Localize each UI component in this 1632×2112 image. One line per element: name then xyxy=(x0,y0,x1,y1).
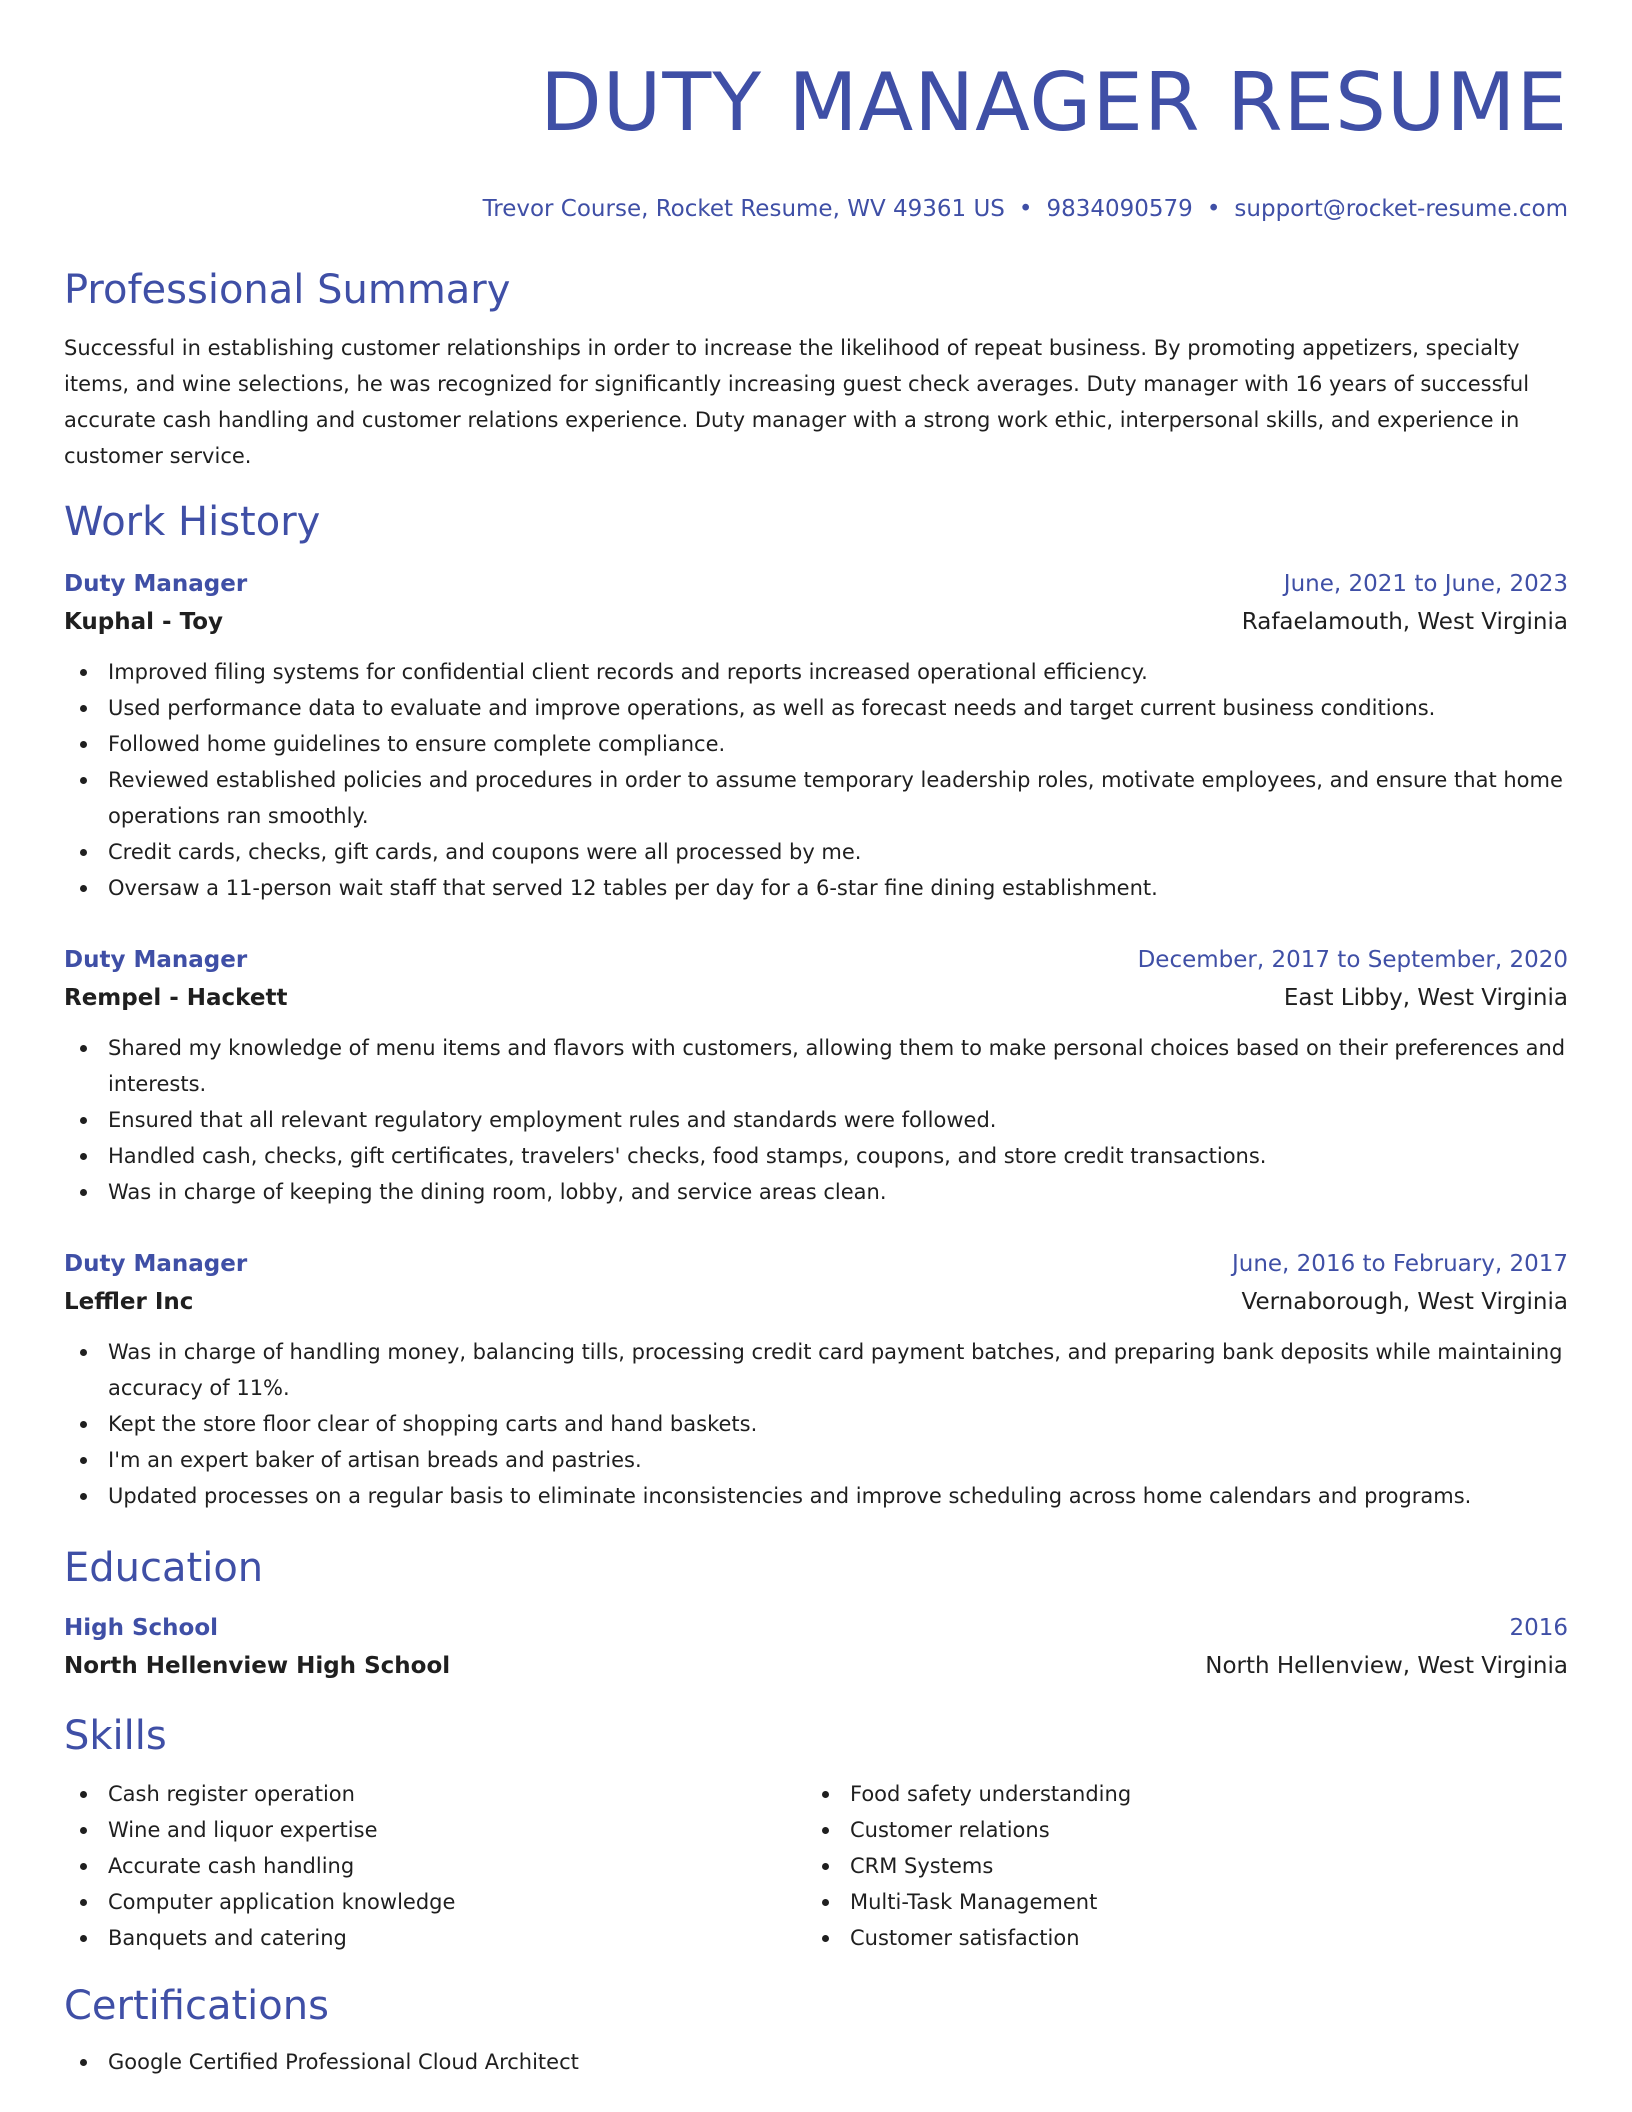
skill-item: Multi-Task Management xyxy=(806,1884,1568,1920)
education-year: 2016 xyxy=(1509,1615,1568,1641)
education-section xyxy=(64,1542,1568,1686)
job-role: Duty Manager xyxy=(64,947,248,973)
job-entry xyxy=(64,942,1568,1210)
job-entry xyxy=(64,566,1568,906)
certifications-section xyxy=(64,1980,1568,2080)
work-history-section xyxy=(64,496,1568,1514)
skills-section xyxy=(64,1710,1568,1956)
job-bullet: Followed home guidelines to ensure complete compliance. xyxy=(64,726,1568,762)
education-entry xyxy=(64,1610,1568,1686)
job-role: Duty Manager xyxy=(64,1251,248,1277)
contact-separator: • xyxy=(1206,196,1221,222)
job-bullet: I'm an expert baker of artisan breads and pastries. xyxy=(64,1442,1568,1478)
skills-list-left xyxy=(64,1776,806,1956)
work-history-heading: Work History xyxy=(64,499,321,545)
contact-email: support@rocket-resume.com xyxy=(1234,196,1568,222)
resume-header xyxy=(64,0,1568,224)
job-company: Kuphal - Toy xyxy=(64,609,224,635)
contact-address: Trevor Course, Rocket Resume, WV 49361 US xyxy=(482,196,1005,222)
skill-item: Food safety understanding xyxy=(806,1776,1568,1812)
skills-list-right xyxy=(806,1776,1568,1956)
contact-phone: 9834090579 xyxy=(1046,196,1193,222)
job-bullet: Ensured that all relevant regulatory employment rules and standards were followed. xyxy=(64,1102,1568,1138)
skill-item: Wine and liquor expertise xyxy=(64,1812,806,1848)
skill-item: Banquets and catering xyxy=(64,1920,806,1956)
skill-item: Computer application knowledge xyxy=(64,1884,806,1920)
certifications-list xyxy=(64,2044,1568,2080)
job-dates: June, 2016 to February, 2017 xyxy=(1231,1251,1568,1277)
resume-title: DUTY MANAGER RESUME xyxy=(540,56,1568,149)
job-bullet: Was in charge of keeping the dining room, lobby, and service areas clean. xyxy=(64,1174,1568,1210)
job-company: Rempel - Hackett xyxy=(64,985,288,1011)
job-bullets xyxy=(64,1334,1568,1514)
education-heading: Education xyxy=(64,1545,264,1591)
summary-heading: Professional Summary xyxy=(64,267,511,313)
job-location: Rafaelamouth, West Virginia xyxy=(1241,609,1568,635)
skill-item: Customer satisfaction xyxy=(806,1920,1568,1956)
summary-text: Successful in establishing customer relationships in order to increase the likelihood of repeat business. By promoting appetizers, specialty items, and wine selections, he was recognized for significantly increasing guest check averages. Duty manager with 16 years of successful accurate cash handling and customer relations experience. Duty manager with a strong work ethic, interpersonal skills, and experience in customer service. xyxy=(64,336,1530,468)
job-bullet: Reviewed established policies and procedures in order to assume temporary leadership roles, motivate employees, and ensure that home operations ran smoothly. xyxy=(64,762,1568,834)
job-dates: June, 2021 to June, 2023 xyxy=(1283,571,1568,597)
job-bullet: Was in charge of handling money, balancing tills, processing credit card payment batches, and preparing bank deposits while maintaining accuracy of 11%. xyxy=(64,1334,1568,1406)
job-bullets xyxy=(64,654,1568,906)
education-degree: High School xyxy=(64,1615,219,1641)
job-bullet: Kept the store floor clear of shopping carts and hand baskets. xyxy=(64,1406,1568,1442)
education-school: North Hellenview High School xyxy=(64,1653,451,1679)
job-entry xyxy=(64,1246,1568,1514)
skill-item: Accurate cash handling xyxy=(64,1848,806,1884)
job-bullet: Updated processes on a regular basis to eliminate inconsistencies and improve scheduling across home calendars and programs. xyxy=(64,1478,1568,1514)
job-bullet: Credit cards, checks, gift cards, and coupons were all processed by me. xyxy=(64,834,1568,870)
skill-item: Cash register operation xyxy=(64,1776,806,1812)
certifications-heading: Certifications xyxy=(64,1983,329,2029)
skill-item: CRM Systems xyxy=(806,1848,1568,1884)
job-bullets xyxy=(64,1030,1568,1210)
job-bullet: Used performance data to evaluate and improve operations, as well as forecast needs and target current business conditions. xyxy=(64,690,1568,726)
job-location: East Libby, West Virginia xyxy=(1283,985,1568,1011)
job-role: Duty Manager xyxy=(64,571,248,597)
job-location: Vernaborough, West Virginia xyxy=(1241,1289,1568,1315)
job-bullet: Handled cash, checks, gift certificates, travelers' checks, food stamps, coupons, and store credit transactions. xyxy=(64,1138,1568,1174)
skill-item: Customer relations xyxy=(806,1812,1568,1848)
job-bullet: Oversaw a 11-person wait staff that served 12 tables per day for a 6-star fine dining establishment. xyxy=(64,870,1568,906)
certification-item: Google Certified Professional Cloud Architect xyxy=(64,2044,1568,2080)
job-company: Leffler Inc xyxy=(64,1289,194,1315)
job-dates: December, 2017 to September, 2020 xyxy=(1137,947,1568,973)
skills-heading: Skills xyxy=(64,1713,167,1759)
job-bullet: Shared my knowledge of menu items and flavors with customers, allowing them to make personal choices based on their preferences and interests. xyxy=(64,1030,1568,1102)
contact-line xyxy=(64,194,1568,224)
summary-section xyxy=(64,264,1568,474)
job-bullet: Improved filing systems for confidential client records and reports increased operational efficiency. xyxy=(64,654,1568,690)
contact-separator: • xyxy=(1018,196,1033,222)
skills-columns xyxy=(64,1776,1568,1956)
education-location: North Hellenview, West Virginia xyxy=(1205,1653,1568,1679)
